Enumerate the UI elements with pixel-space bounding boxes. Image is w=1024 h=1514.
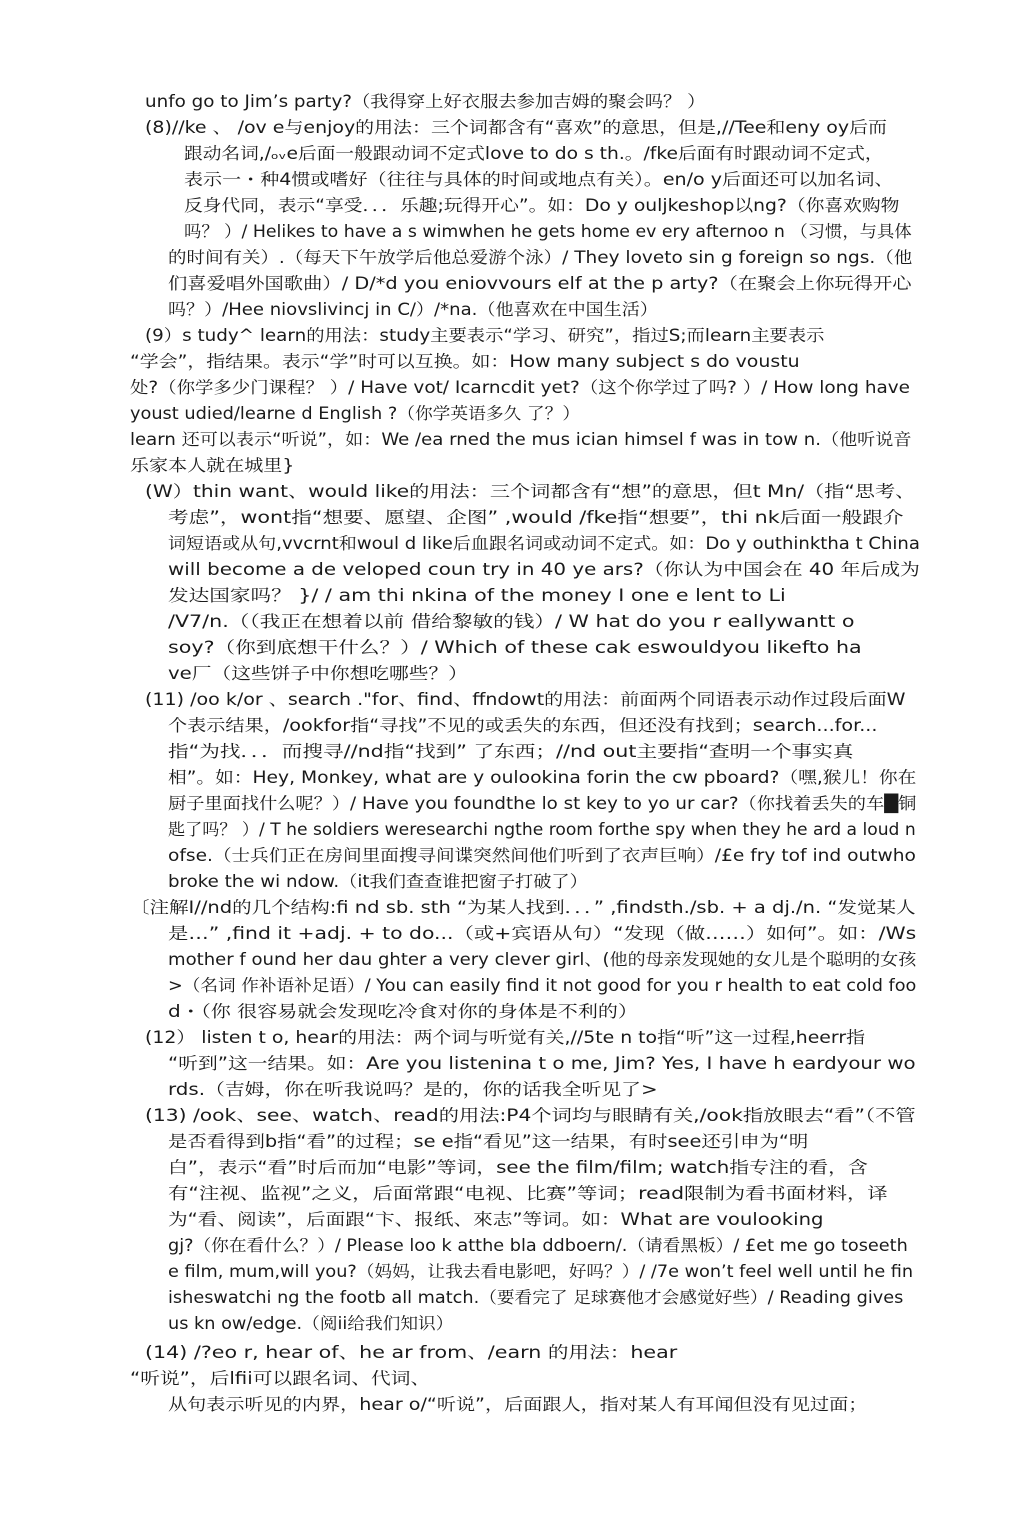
text-line: d・（你 很容易就会发现吃冷食对你的身体是不利的） [168,1002,638,1021]
text-line: gj?（你在看什么？）/ Please loo k atthe bla ddboern/.（请看黑板）/ £et me go toseeth [168,1236,908,1255]
text-line: 的时间有关）.（每天下午放学后他总爱游个泳）/ They loveto sin g foreign so ngs.（他 [168,248,913,267]
text-line: 厨子里面找什么呢？）/ Have you foundthe lo st key to yo ur car?（你找着丢失的车█铜 [168,794,917,813]
text-line: “听说”，后lfii可以跟名词、代词、 [130,1369,431,1388]
text-line: 为“看、阅读”，后面跟“卞、报纸、來志”等词。如：What are voulooking [168,1210,824,1229]
text-line: isheswatchi ng the footb all match.（要看完了 足球赛他才会感觉好些）/ Reading gives [168,1288,904,1307]
text-line: 发达国家吗？ }/ / am thi nkina of the money I one e lent to Li [168,586,786,605]
text-line: 是否看得到b指“看”的过程；se e指“看见”这一结果，有时see还引申为“明 [168,1132,809,1151]
text-line: 吗？）/Hee niovslivincj in C/）/*na.（他喜欢在中国生活） [168,300,658,319]
text-line: 表示一・种4惯或嗜好（往往与具体的时间或地点有关）。en/o y后面还可以加名词、 [184,170,894,189]
text-line: (11) /oo k/or 、search ."for、find、ffndowt的用法：前面两个同语表示动作过段后面W [145,690,906,709]
text-line: 白”，表示“看”时后而加“电影”等词，see the film/film; watch指专注的看，含 [168,1158,868,1177]
text-line: broke the wi ndow.（it我们查查谁把窗子打破了） [168,872,588,891]
text-line: (9）s tudy^ learn的用法：study主要表示“学习、研究”，指过S;而learn主要表示 [145,326,825,345]
text-line: (W）thin want、would like的用法：三个词都含有“想”的意思，但t Mn/（指“思考、 [145,482,916,501]
text-line: learn 还可以表示“听说”，如：We /ea rned the mus ician himsel f was in tow n.（他听说音 [130,430,912,449]
text-line: (13) /ook、see、watch、read的用法:P4个词均与眼睛有关,/ook指放眼去“看”（不管 [145,1106,916,1125]
text-line: 跟动名词,/ₒᵥe后面一般跟动词不定式love to do s th.。/fke后面有时跟动词不定式， [184,144,884,163]
text-line: 〔注解I//nd的几个结构:fi nd sb. sth “为某人找到．．．” ,findsth./sb. + a dj./n. “发觉某人 [130,898,916,917]
text-line: us kn ow/edge.（阅ii给我们知识） [168,1314,454,1333]
text-line: 乐家本人就在城里} [130,456,295,475]
text-line: 词短语或从句,vvcrnt和woul d like后血跟名词或动词不定式。如：Do y outhinktha t China [168,534,920,553]
text-line: 从句表示听见的内界，hear o/“听说”，后面跟人，指对某人有耳闻但没有见过面； [168,1395,868,1414]
text-line: 处?（你学多少门课程？ ）/ Have vot/ Icarncdit yet?（这个你学过了吗? ）/ How long have [130,378,910,397]
text-line: 相”。如：Hey, Monkey, what are y oulookina forin the cw pboard?（嘿,猴儿！你在 [168,768,917,787]
text-line: 有“注视、监视”之义，后面常跟“电视、比赛”等词；read限制为看书面材料，译 [168,1184,888,1203]
text-line: (14) /?eo r, hear of、he ar from、/earn 的用法：hear [145,1343,678,1362]
text-line: will become a de veloped coun try in 40 ye ars?（你认为中国会在 40 年后成为 [168,560,920,579]
text-line: ve厂（这些饼子中你想吃哪些？） [168,664,468,683]
text-line: (12） listen t o, hear的用法：两个词与听觉有关,//5te n to指“听”这一过程,heerr指 [145,1028,865,1047]
text-line: rds.（吉姆，你在听我说吗？是的，你的话我全听见了> [168,1080,658,1099]
text-line: e film, mum,will you?（妈妈，让我去看电影吧，好吗？）/ /7e won’t feel well until he fin [168,1262,914,1281]
text-line: unfo go to Jim’s party?（我得穿上好衣服去参加吉姆的聚会吗？ ） [145,92,706,111]
text-line: 是…” ,find it +adj. + to do...（或+宾语从句）“发现（做……）如何”。如：/Ws [168,924,917,943]
text-line: 指“为找．．．而搜寻//nd指“找到” 了东西；//nd out主要指“查明一个事实真 [168,742,854,761]
text-line: youst udied/learne d English ?（你学英语多久 了？） [130,404,581,423]
text-line: soy?（你到底想干什么？）/ Which of these cak eswouldyou likefto ha [168,638,862,657]
text-line: 个表示结果，/ookfor指“寻找”不见的或丢失的东西，但还没有找到；search...for... [168,716,878,735]
text-line: “学会”，指结果。表示“学”时可以互换。如：How many subject s do voustu [130,352,800,371]
text-line: 反身代同，表示“享受．．．乐趣;玩得开心”。如：Do y ouljkeshop以ng?（你喜欢购物 [184,196,900,215]
text-line: 匙了吗？ ）/ T he soldiers weresearchi ngthe room forthe spy when they he ard a loud n [168,820,916,839]
text-line: “听到”这一结果。如：Are you listenina t o me, Jim? Yes, I have h eardyour wo [168,1054,916,1073]
text-line: (8)//ke 、 /ov e与enjoy的用法：三个词都含有“喜欢”的意思，但是,//Tee和eny oy后而 [145,118,887,137]
text-line: 考虑”，wont指“想要、愿望、企图” ,would /fke指“想要”，thi nk后面一般跟介 [168,508,904,527]
text-line: 们喜爱唱外国歌曲）/ D/*d you eniovvours elf at the p arty?（在聚会上你玩得开心 [168,274,912,293]
text-line: /V7/n.（（我正在想着以前 借给黎敏的钱）/ W hat do you r eallywantt o [168,612,855,631]
text-line: mother f ound her dau ghter a very clever girl、(他的母亲发现她的女儿是个聪明的女孩 [168,950,917,969]
text-line: ofse.（士兵们正在房间里面搜寻间谍突然间他们听到了衣声巨响）/£e fry tof ind outwho [168,846,916,865]
text-line: >（名词 作补语补足语）/ You can easily find it not good for you r health to eat cold foo [168,976,917,995]
text-line: 吗？ ）/ Helikes to have a s wimwhen he gets home ev ery afternoo n （习惯，与具体 [184,222,912,241]
